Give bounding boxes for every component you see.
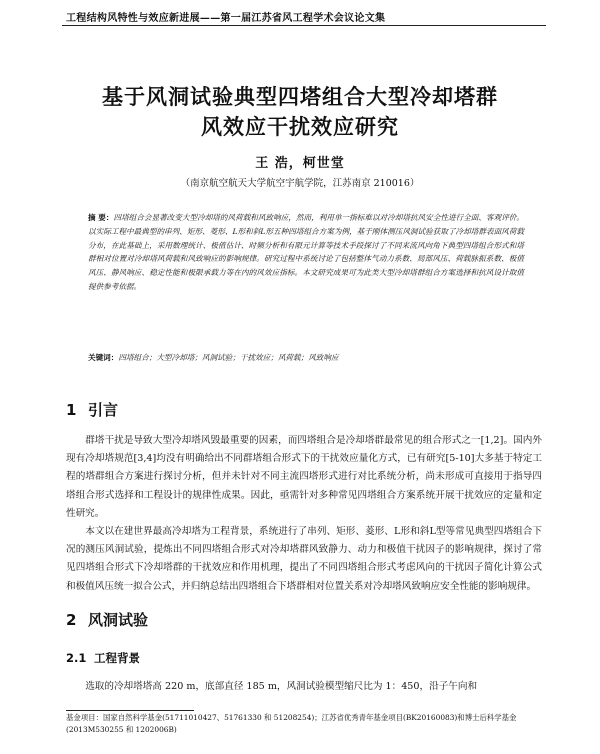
section-1-heading xyxy=(66,399,118,420)
section-2-number: 2 xyxy=(66,611,77,629)
section-1-title: 引言 xyxy=(88,401,119,419)
paragraph: 本文以在建世界最高冷却塔为工程背景，系统进行了串列、矩形、菱形、L形和斜L型等常见典型四塔组合下况的测压风洞试验，提炼出不同四塔组合形式对冷却塔群风致静力、动力和极值干扰因子的影响规律，探讨了常见四塔组合形式下冷却塔群的干扰效应和作用机理，提出了不同四塔组合形式考虑风向的干扰因子简化计算公式和极值风压统一拟合公式，并归纳总结出四塔组合下塔群相对位置关系对冷却塔风致响应安全性能的影响规律。 xyxy=(66,526,542,592)
title-line-2: 风效应干扰效应研究 xyxy=(201,115,399,139)
keywords-text: 四塔组合；大型冷却塔；风洞试验；干扰效应；风荷载；风致响应 xyxy=(118,353,339,362)
section-1-number: 1 xyxy=(66,401,77,419)
authors: 王 浩，柯世堂 xyxy=(255,156,345,171)
paper-title xyxy=(40,82,560,142)
abstract-text: 四塔组合会显著改变大型冷却塔的风荷载和风致响应，然而，利用单一指标难以对冷却塔抗风安全性进行全面、客观评价。以实际工程中最典型的串列、矩形、菱形、L形和斜L形五种四塔组合方案为例，基于刚体测压风洞试验获取了冷却塔群表面风荷载分布，在此基础上，采用数理统计、极值估计、时频分析和有限元计算等技术手段探讨了不同来流风向角下典型四塔组合形式和塔群相对位置对冷却塔风荷载和风致响应的影响规律。研究过程中系统讨论了包括整体气动力系数、局部风压、荷载脉振系数、极值风压、静风响应、稳定性能和极限承载力等在内的风效应指标。本文研究成果可为此类大型冷却塔群组合方案选择和抗风设计取值提供参考依据。 xyxy=(88,213,524,291)
keywords-label: 关键词： xyxy=(88,353,119,362)
footnote-rule xyxy=(66,710,194,711)
title-line-1: 基于风洞试验典型四塔组合大型冷却塔群 xyxy=(102,85,498,109)
section-2-title: 风洞试验 xyxy=(88,611,149,629)
affiliation: （南京航空航天大学航空宇航学院，江苏南京 210016） xyxy=(180,178,420,189)
header-rule xyxy=(62,25,546,26)
running-header: 工程结构风特性与效应新进展——第一届江苏省风工程学术会议论文集 xyxy=(66,13,386,24)
section-2-heading xyxy=(66,609,148,630)
paragraph: 群塔干扰是导致大型冷却塔风毁最重要的因素，而四塔组合是冷却塔群最常见的组合形式之一[1,2]。国内外现有冷却塔规范[3,4]均没有明确给出不同群塔组合形式下的干扰效应量化方式，已有研究[5-10]大多基于特定工程的塔群组合方案进行探讨分析，但并未针对不同主流四塔形式进行对比系统分析，尚未形成可直接用于指导四塔组合形式选择和工程设计的规律性成果。因此，亟需针对多种常见四塔组合方案系统开展干扰效应的定量和定性研究。 xyxy=(66,435,542,519)
footnote: 基金项目：国家自然科学基金(51711010427、51761330 和 51208254)；江苏省优秀青年基金项目(BK20160083)和博士后科学基金(2013M530255 和 1202006B) xyxy=(66,713,517,734)
section-2-1-heading xyxy=(66,650,140,666)
section-2-1-body xyxy=(66,678,542,696)
abstract xyxy=(88,211,524,294)
section-2-1-title: 工程背景 xyxy=(94,651,140,665)
section-1-body xyxy=(66,432,542,596)
section-2-1-number: 2.1 xyxy=(66,651,87,665)
keywords xyxy=(88,351,524,365)
abstract-label: 摘 要： xyxy=(88,213,114,222)
paragraph: 选取的冷却塔塔高 220 m，底部直径 185 m，风洞试验模型缩尺比为 1：450，沿子午向和 xyxy=(85,681,478,692)
